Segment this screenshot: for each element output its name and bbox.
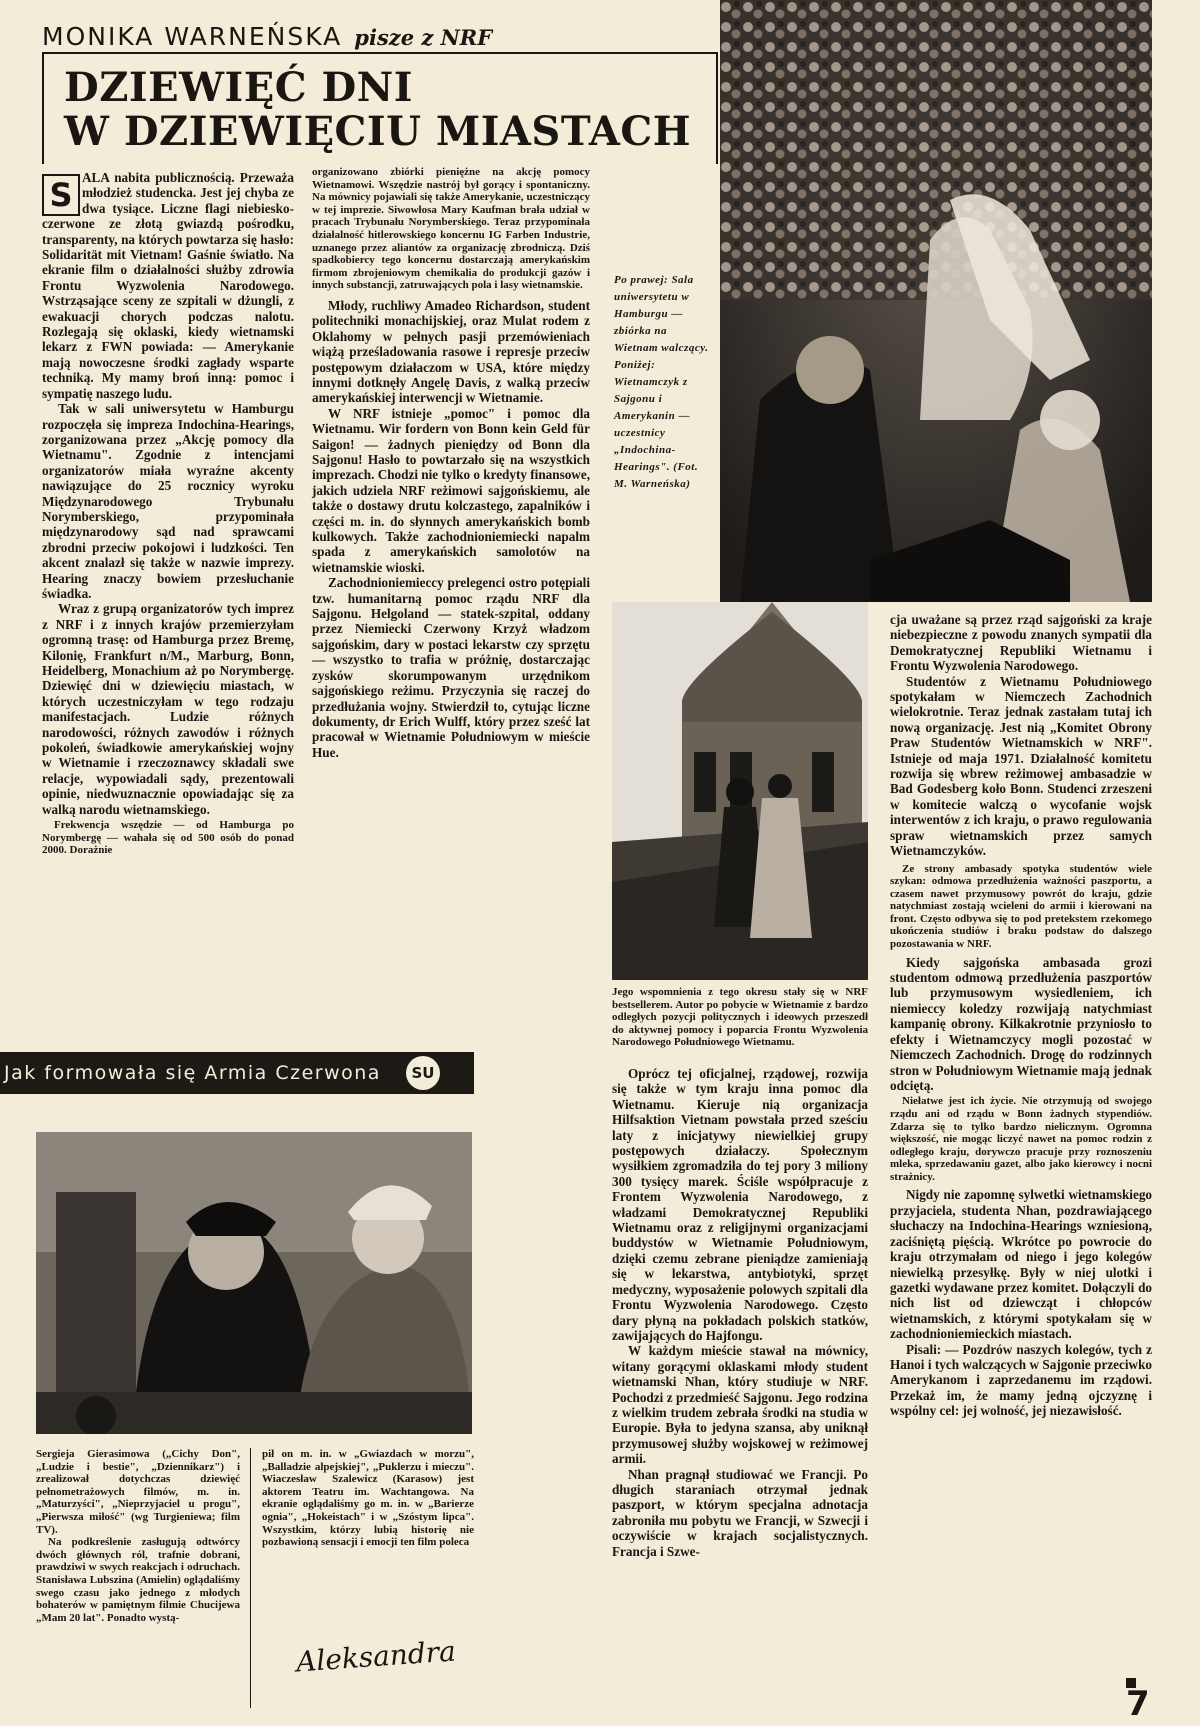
photo-caption: Po prawej: Sala uniwersytetu w Hamburgu — zbiórka na Wietnam walczący. Poniżej: Wietnamczyk z Sajgonu i Amerykanin — uczestnicy „Indochina-Hearings". (Fot. M. Warneńska): [614, 274, 709, 490]
photo-film-still: [36, 1132, 472, 1434]
header-rule: [42, 52, 718, 54]
col4-small-2: Niełatwe jest ich życie. Nie otrzymują od swojego rządu ani od rządu w Bonn żadnych stypendiów. Zdarza się to tylko bardzo nielicznym. Ogromna większość, nie mogąc liczyć nawet na pomoc rodzin z odległego kraju, dorywczo pracuje przy roznoszeniu mleka, sprzedawaniu gazet, albo jako kierowcy i nocni strażnicy.: [890, 1095, 1152, 1183]
col2-para-1: Młody, ruchliwy Amadeo Richardson, student politechniki monachijskiej, oraz Mulat rodem z Oklahomy w pełnych pasji przemówieniach wiążą prześladowania rasowe i represje przeciw postępowym działaczom w USA, które między innymi dotknęły Angelę Davis, z walką przeciw amerykańskiej interwencji w Wietnamie.: [312, 297, 590, 406]
title-box-right: [716, 52, 718, 164]
col4-small-1: Ze strony ambasady spotyka studentów wiele szykan: odmowa przedłużenia ważności paszportu, a czasem nawet przymusowy powrót do kraju, gdzie natychmiast zostają wcieleni do armii i kierowani na front. Często odbywa się to pod pretekstem rzekomego ukończenia studiów i braku podstaw do dalszego pozostawania w NRF.: [890, 862, 1152, 951]
photo-hamburg-hall: [720, 0, 1152, 602]
sidebar-divider: [250, 1448, 251, 1708]
title-line-2: W DZIEWIĘCIU MIASTACH: [64, 108, 692, 155]
title-line-1: DZIEWIĘĆ DNI: [64, 64, 413, 111]
author-pisze: pisze z NRF: [354, 25, 493, 50]
photo-tower: [612, 602, 868, 980]
sidebar-para-2: Na podkreślenie zasługują odtwórcy dwóch głównych ról, trafnie dobrani, prawdziwi w swych reakcjach i odruchach. Stanisława Lubszina (Amielin) oglądaliśmy swego czasu jako jednego z młodych bohaterów w pamiętnym filmie Chucijewa „Mam 20 lat". Ponadto wystą-: [36, 1536, 240, 1624]
col1-para-1: ALA nabita publicznością. Przeważa młodzież studencka. Jest jej chyba ze dwa tysiące. Liczne flagi niebiesko-czerwone ze złotą gwiazdą pośrodku, transparenty, na których powtarza się hasło: Solidarität mit Vietnam! Gaśnie światło. Na ekranie film o działalności służby zdrowia Frontu Wyzwolenia Narodowego. Wstrząsające sceny ze szpitali w dżungli, z ewakuacji chorych podczas nalotu. Rozlegają się oklaski, kiedy wietnamski lekarz z FWN powiada: — Amerykanie mają nowoczesne środki zagłady wsparte techniką. My mamy broń inną: pomoc i sympatię naszego ludu.: [42, 170, 294, 401]
sidebar-badge: SU: [406, 1056, 440, 1090]
col4-para-5: Pisali: — Pozdrów naszych kolegów, tych z Hanoi i tych walczących w Sajgonie przeciwko Amerykanom i zaprzedanemu im rządowi. Przekaż im, że mamy jedną ojczyznę i wspólny cel: jej wolność, jej niezawisłość.: [890, 1341, 1152, 1419]
sidebar-para-1: Sergieja Gierasimowa („Cichy Don", „Ludzie i bestie", „Dziennikarz") i zrealizował dotychczas dziewięć pełnometrażowych filmów, m. in. „Maturzyści", „Nieprzyjaciel u progu", „Pierwsza miłość" (wg Turgieniewa; film TV).: [36, 1448, 240, 1536]
col3-para-1: Oprócz tej oficjalnej, rządowej, rozwija się także w tym kraju inna pomoc dla Wietnamu. Kieruje nią organizacja Hilfsaktion Vietnam powstała przed sześciu laty z inicjatywy niewielkiej grupy postępowych działaczy. Społecznym wysiłkiem zgromadziła do tej pory 3 miliony 300 tysięcy marek. Ściśle współpracuje z Frontem Wyzwolenia Narodowego, z władzami Demokratycznej Republiki Wietnamu oraz z religijnymi organizacjami buddystów w Wietnamie Południowym, dzięki czemu zebrane pieniądze zamieniają się w lekarstwa, antybiotyki, sprzęt medyczny, wyposażenie polowych szpitali dla Frontu Wyzwolenia Narodowego. Często dary płyną na pokładach polskich statków, zawijających do Hajfongu.: [612, 1066, 868, 1343]
col4-para-4: Nigdy nie zapomnę sylwetki wietnamskiego przyjaciela, studenta Nhan, pozdrawiającego słuchaczy na Indochina-Hearings wzniesioną, zaciśniętą pięścią. Wkrótce po powrocie do kraju otrzymałam od niego i jego kolegów niewielką przesyłkę. Były w niej ulotki i gazetki wydawane przez komitet. Dołączyli do nich list od dziewcząt i chłopców wietnamskich, z którymi spotykałam się w zachodnioniemieckich miastach.: [890, 1187, 1152, 1342]
col3-small: Jego wspomnienia z tego okresu stały się w NRF bestsellerem. Autor po pobycie w Wietnamie z bardzo odległych pozycji politycznych i ideowych przeszedł do aktywnej pomocy i poparcia Frontu Wyzwolenia Narodowego Południowego Wietnamu.: [612, 986, 868, 1049]
col1-small: Frekwencja wszędzie — od Hamburga po Norymbergę — wahała się od 500 osób do ponad 2000. Dorażnie: [42, 819, 294, 857]
col4-para-3: Kiedy sajgońska ambasada grozi studentom odmową przedłużenia paszportów lub przymusowym wysiedleniem, ich niemieccy koledzy rozwijają natychmiast kampanię obrony. Kilkakrotnie przyniosło to efekty i Wietnamczycy mogli pozostać w Niemczech Zachodnich. Drogę do rodzinnych stron w Południowym Wietnamie mają jednak odciętą.: [890, 954, 1152, 1093]
author-name: MONIKA WARNEŃSKA: [42, 22, 343, 51]
col1-para-3: Wraz z grupą organizatorów tych imprez z NRF i z innych krajów przemierzyłam ogromną trasę: od Hamburga przez Bremę, Kilonię, Frankfurt n/M., Marburg, Bonn, Heidelberg, Monachium aż po Norymbergę. Dziewięć dni w dziewięciu miastach, w których uczestniczyłam w tego rodzaju manifestacjach. Ludzie różnych narodowości, różnych zawodów i różnych pokoleń, świadkowie amerykańskiej wojny w Wietnamie i rzeczoznawcy składali swe relacje, wypowiadali sądy, prezentowali opinie, niedwuznacznie opowiadając się za walką narodu wietnamskiego.: [42, 601, 294, 817]
article-col-1: [42, 170, 294, 857]
sidebar-signature: Aleksandra: [295, 1634, 457, 1679]
sidebar-col-a: [36, 1448, 240, 1624]
sidebar-col-b: [262, 1448, 474, 1549]
sidebar-para-3: pił on m. in. w „Gwiazdach w morzu", „Balladzie alpejskiej", „Puklerzu i mieczu". Wiaczesław Szalewicz (Karasow) jest aktorem Teatru im. Wachtangowa. Na ekranie oglądaliśmy go m. in. w „Barierze ognia", „Hokeistach" i w „Szóstym lipca". Wszystkim, którzy lubią historię nie pozbawioną sensacji i emocji ten film poleca: [262, 1448, 474, 1549]
col2-small: organizowano zbiórki pieniężne na akcję pomocy Wietnamowi. Wszędzie nastrój był gorący i spontaniczny. Na mównicy pojawiali się także Amerykanie, uczestniczący w tej imprezie. Siwowłosa Mary Kaufman brała udział w pracach Trybunału Norymberskiego. Teraz przypominała działalność hitlerowskiego koncernu IG Farben Industrie, uznanego przez aliantów za organizację zbrodniczą. Dziś spadkobiercy tego koncernu dostarczają amerykańskim firmom zbrojeniowym chemikalia do produkcji gazów i innych substancji, zatruwających pola i lasy wietnamskie.: [312, 166, 590, 292]
col2-para-2: W NRF istnieje „pomoc" i pomoc dla Wietnamu. Wir fordern von Bonn kein Geld für Saigon! — żadnych pieniędzy od Bonn dla Sajgonu! Hasło to powtarzało się na wszystkich imprezach. Chodzi nie tylko o kredyty finansowe, jakich udziela NRF reżimowi sajgońskiemu, ale także o dostawy drutu kolczastego, zapalników i części m. in. do słynnych amerykańskich bomb kulkowych. Także zachodnioniemiecki napalm spada z amerykańskich samolotów na wietnamskie wioski.: [312, 405, 590, 575]
title-box-left: [42, 52, 44, 164]
article-col-4: [890, 612, 1152, 1419]
page-number: 7: [1126, 1684, 1150, 1724]
col4-para-2: Studentów z Wietnamu Południowego spotykałam w Niemczech Zachodnich wielokrotnie. Teraz jednak zastałam tutaj ich nową organizację. Jest nią „Komitet Obrony Praw Studentów Wietnamskich w NRF". Istnieje od maja 1971. Działalność komitetu rozwija się wbrew reżimowej ambasadzie w Bad Godesberg koło Bonn. Studenci zrzeszeni w komitecie walczą o wycofanie wojsk interwentów z ich kraju, o prawo regulowania spraw wietnamskich przez samych Wietnamczyków.: [890, 673, 1152, 859]
sidebar-title-bar: [0, 1052, 474, 1094]
author-line: [42, 22, 682, 56]
col3-para-3: Nhan pragnął studiować we Francji. Po długich staraniach otrzymał jednak paszport, w którym specjalna adnotacja zabroniła mu pobytu we Francji, w Szwecji i oczywiście w krajach socjalistycznych. Francja i Szwe-: [612, 1466, 868, 1559]
article-col-3: [612, 1066, 868, 1559]
sidebar-title: Jak formowała się Armia Czerwona: [4, 1062, 381, 1084]
col4-para-1: cja uważane są przez rząd sajgoński za kraje niebezpieczne z powodu znanych sympatii dla Demokratycznej Republiki Wietnamu i Frontu Wyzwolenia Narodowego.: [890, 612, 1152, 674]
article-col-3-intro: [612, 986, 868, 1049]
dropcap-letter: S: [49, 176, 73, 214]
col2-para-3: Zachodnioniemieccy prelegenci ostro potępiali tzw. humanitarną pomoc rządu NRF dla Sajgonu. Helgoland — statek-szpital, oddany przez Niemiecki Czerwony Krzyż władzom sajgońskim, dary w postaci lekarstw czy sprzętu — wszystko to trafia w próżnię, dostarczając zysków skorumpowanym urzędnikom sajgońskiego reżimu. Przyczynia się raczej do przedłużania wojny. Stwierdził to, cytując liczne dokumenty, dr Erich Wulff, który przez sześć lat pracował w Wietnamie Południowym w mieście Hue.: [312, 575, 590, 760]
article-title: [64, 66, 714, 154]
col1-para-2: Tak w sali uniwersytetu w Hamburgu rozpoczęła się impreza Indochina-Hearings, zorganizowana przez „Akcję pomocy dla Wietnamu". Zgodnie z intencjami organizatorów miała wyraźne akcenty nawiązujące do 25 rocznicy wyroku Międzynarodowego Trybunału Norymberskiego, przypominała międzynarodowy sąd nad sprawcami zbrodni przeciw pokojowi i ludzkości. Ten akcent znalazł się także w nazwie imprezy. Hearing znaczy bowiem przesłuchanie świadka.: [42, 401, 294, 601]
article-col-2: [312, 166, 590, 760]
col3-para-2: W każdym mieście stawał na mównicy, witany gorącymi oklaskami młody student wietnamski Nhan, który studiuje w NRF. Pochodzi z przedmieść Sajgonu. Jego rodzina z wielkim trudem zebrała środki na studia w Europie. Była to jedyna szansa, aby uniknął przymusowej służby wojskowej w reżimowej armii.: [612, 1343, 868, 1467]
